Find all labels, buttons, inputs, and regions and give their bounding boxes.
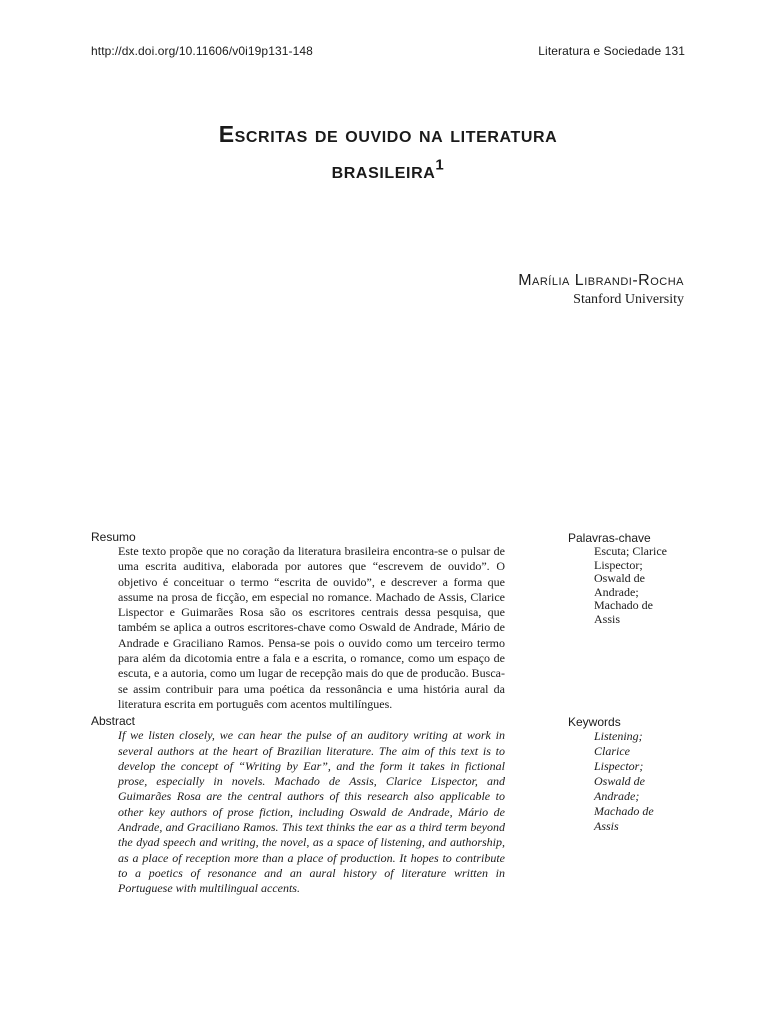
keywords-list (568, 729, 688, 834)
palavras-chave-line: Oswald de (594, 571, 645, 585)
resumo-text: Este texto propõe que no coração da literatura brasileira encontra-se o pulsar de uma escrita auditiva, elaborada por autores que “escrevem de ouvido”. O objetivo é conceituar o termo “escrita de ouvido”, e descrever a forma que assume na prosa de ficção, em especial no romance. Machado de Assis, Clarice Lispector e Guimarães Rosa são os escritores centrais dessa pesquisa, que também se aplica a outros escritores-chave como Oswald de Andrade, Mário de Andrade e Graciliano Ramos. Pensa-se pois o ouvido como um terceiro termo para além da dicotomia entre a fala e a escrita, o romance, como um espaço de escuta, e a autoria, como um lugar de recepção mais do que de producão. Busca-se assim contribuir para uma poética da ressonância e uma história aural da literatura escrita em português com acentos multilíngues. (118, 544, 505, 711)
title-line-2 (91, 152, 685, 188)
author-block (518, 272, 684, 308)
palavras-chave-line: Lispector; (594, 557, 643, 572)
abstracts-column (91, 530, 505, 897)
resumo-heading: Resumo (91, 530, 136, 544)
abstract-text: If we listen closely, we can hear the pulse of an auditory writing at work in several authors at the heart of Brazilian literature. The aim of this text is to develop the concept of “Writing by Ear”, and the form it takes in fictional prose, especially in novels. Machado de Assis, Clarice Lispector, and Guimarães Rosa are the central authors of this research also applicable to other key authors of prose fiction, including Oswald de Andrade, Mário de Andrade, and Graciliano Ramos. This text thinks the ear as a third term beyond the dyad speech and writing, the novel, as a space of listening, and authorship, as a place of reception more than a place of production. It hopes to contribute to a poetics of resonance and an aural history of literature written in Portuguese with multilingual accents. (118, 728, 505, 896)
keywords-line: Andrade; (594, 789, 640, 803)
author-affiliation: Stanford University (573, 292, 684, 307)
keywords-line: Clarice (594, 744, 630, 758)
palavras-chave-block (568, 531, 688, 626)
abstract-heading: Abstract (91, 714, 136, 729)
article-title (91, 116, 685, 188)
author-name: Marília Librandi-Rocha (518, 272, 684, 289)
doi-link[interactable]: http://dx.doi.org/10.11606/v0i19p131-148 (91, 44, 313, 58)
title-line-1: Escritas de ouvido na literatura (218, 121, 558, 147)
keywords-line: Listening; (594, 729, 643, 743)
palavras-chave-line: Machado de (594, 598, 653, 612)
keywords-block (568, 715, 688, 834)
title-line-2-text: brasileira (331, 157, 436, 183)
palavras-chave-list (568, 545, 688, 626)
footnote-marker[interactable]: 1 (435, 156, 445, 174)
palavras-chave-line: Assis (594, 611, 621, 626)
keywords-line: Oswald de (594, 774, 645, 788)
keywords-line: Machado de (594, 804, 654, 818)
palavras-chave-line: Escuta; Clarice (594, 544, 667, 558)
palavras-chave-heading: Palavras-chave (568, 531, 651, 545)
keywords-heading: Keywords (568, 715, 621, 729)
journal-page-number: Literatura e Sociedade 131 (538, 44, 685, 58)
palavras-chave-line: Andrade; (594, 584, 639, 599)
running-header (91, 44, 685, 62)
keywords-line: Lispector; (594, 759, 644, 773)
keywords-line: Assis (594, 819, 619, 833)
